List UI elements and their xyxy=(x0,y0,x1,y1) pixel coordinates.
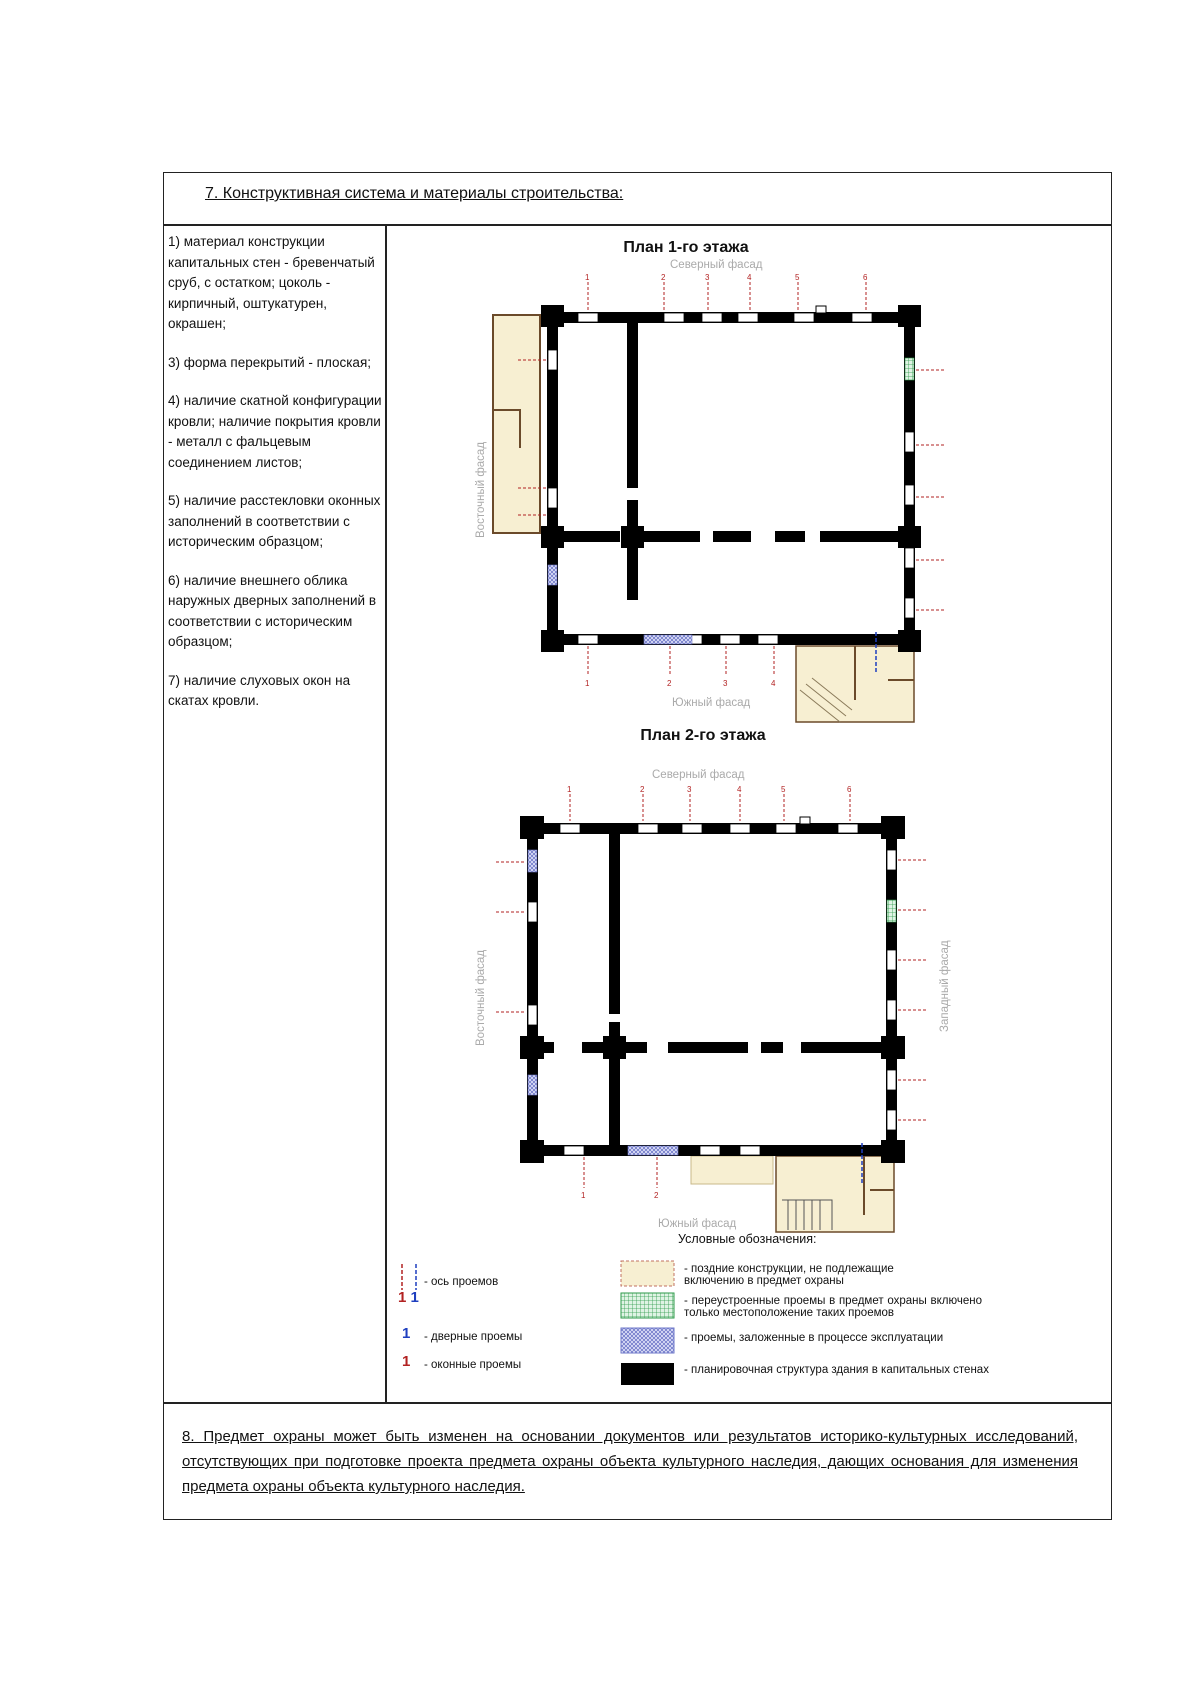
legend-title: Условные обозначения: xyxy=(678,1232,817,1246)
plan2-title: План 2-го этажа xyxy=(640,727,766,744)
svg-text:4: 4 xyxy=(737,785,742,794)
plan2-south-label: Южный фасад xyxy=(658,1218,737,1230)
plan1-rebuilt-opening xyxy=(905,358,914,380)
svg-text:3: 3 xyxy=(687,785,692,794)
legend-door-marker-large: 1 xyxy=(402,1325,411,1342)
plan2-rebuilt-opening xyxy=(887,900,896,922)
property-item: 6) наличие внешнего облика наружных дверных заполнений в соответствии с историческим образцом; xyxy=(168,572,377,649)
plan2-blocked-opening xyxy=(528,1075,537,1095)
plan1-chimney xyxy=(816,306,826,313)
plan1-blocked-opening xyxy=(548,565,557,585)
plan1-window-openings xyxy=(548,313,914,644)
plan2-blocked-opening xyxy=(528,850,537,872)
plan2-east-label: Восточный фасад xyxy=(475,949,487,1046)
plan2-opening-axes xyxy=(496,794,928,1188)
plan2-capital-walls xyxy=(520,816,905,1163)
svg-text:2: 2 xyxy=(661,273,666,282)
legend-late-label: - поздние конструкции, не подлежащие включению в предмет охраны xyxy=(684,1263,894,1287)
plan2-late-annex-south xyxy=(691,1156,773,1184)
property-item: 7) наличие слуховых окон на скатах кровли. xyxy=(168,672,351,708)
legend-window-label: - оконные проемы xyxy=(424,1359,522,1371)
svg-text:1: 1 xyxy=(581,1191,586,1200)
legend-window-marker-large: 1 xyxy=(402,1353,411,1370)
plan1-north-label: Северный фасад xyxy=(670,259,763,271)
legend-structure-label: - планировочная структура здания в капитальных стенах xyxy=(684,1364,989,1376)
plan2-north-label: Северный фасад xyxy=(652,769,745,781)
legend-window-marker: 1 xyxy=(398,1289,407,1306)
plan2-chimney xyxy=(800,817,810,824)
svg-text:6: 6 xyxy=(847,785,852,794)
svg-text:2: 2 xyxy=(640,785,645,794)
plan1-capital-walls xyxy=(541,305,921,652)
property-item: 1) материал конструкции капитальных стен - бревенчатый сруб, с остатком; цоколь - кирпичный, оштукатурен, окрашен; xyxy=(168,234,375,331)
svg-text:6: 6 xyxy=(863,273,868,282)
plan2-west-label: Западный фасад xyxy=(939,940,951,1032)
legend-rebuilt-label: - переустроенные проемы в предмет охраны включено только местоположение таких проемов xyxy=(684,1295,982,1319)
plan1-late-annex-east xyxy=(493,315,540,533)
legend-structure-swatch xyxy=(621,1363,674,1385)
property-item: 3) форма перекрытий - плоская; xyxy=(168,354,372,370)
plan1-blocked-opening xyxy=(644,635,692,644)
property-item: 4) наличие скатной конфигурации кровли; наличие покрытия кровли - металл с фальцевым соединением листов; xyxy=(168,393,382,470)
plan2 xyxy=(475,769,951,1232)
legend-axis-label: - ось проемов xyxy=(424,1276,499,1288)
section8-text: 8. Предмет охраны может быть изменен на основании документов или результатов историко-культурных исследований, отсутствующих при подготовке проекта предмета охраны объекта культурного наследия, дающих основания для изменения предмета охраны объекта культурного наследия. xyxy=(182,1428,1078,1495)
property-item: 5) наличие расстекловки оконных заполнений в соответствии с историческим образцом; xyxy=(168,493,381,549)
legend-blocked-label: - проемы, заложенные в процессе эксплуатации xyxy=(684,1332,944,1344)
legend-late-swatch xyxy=(621,1261,674,1286)
plan1-east-label: Восточный фасад xyxy=(475,441,487,538)
svg-text:5: 5 xyxy=(795,273,800,282)
legend-door-marker: 1 xyxy=(410,1289,419,1306)
legend-blocked-swatch xyxy=(621,1328,674,1353)
plan1-title: План 1-го этажа xyxy=(623,239,749,256)
legend-door-label: - дверные проемы xyxy=(424,1331,523,1343)
svg-text:3: 3 xyxy=(705,273,710,282)
legend-rebuilt-swatch xyxy=(621,1293,674,1318)
plan2-late-annex-stair xyxy=(776,1156,894,1232)
svg-text:3: 3 xyxy=(723,679,728,688)
svg-text:1: 1 xyxy=(585,679,590,688)
section7-title: 7. Конструктивная система и материалы строительства: xyxy=(205,185,624,202)
svg-text:1: 1 xyxy=(585,273,590,282)
legend-axis-markers xyxy=(398,1290,419,1305)
svg-text:2: 2 xyxy=(667,679,672,688)
plan1-south-label: Южный фасад xyxy=(672,697,751,709)
svg-text:1: 1 xyxy=(567,785,572,794)
plan1-opening-axes xyxy=(518,282,944,676)
plan1 xyxy=(475,259,944,722)
svg-text:5: 5 xyxy=(781,785,786,794)
plan2-blocked-opening xyxy=(628,1146,678,1155)
svg-text:2: 2 xyxy=(654,1191,659,1200)
svg-text:4: 4 xyxy=(747,273,752,282)
svg-text:4: 4 xyxy=(771,679,776,688)
plan2-window-openings xyxy=(528,824,896,1155)
